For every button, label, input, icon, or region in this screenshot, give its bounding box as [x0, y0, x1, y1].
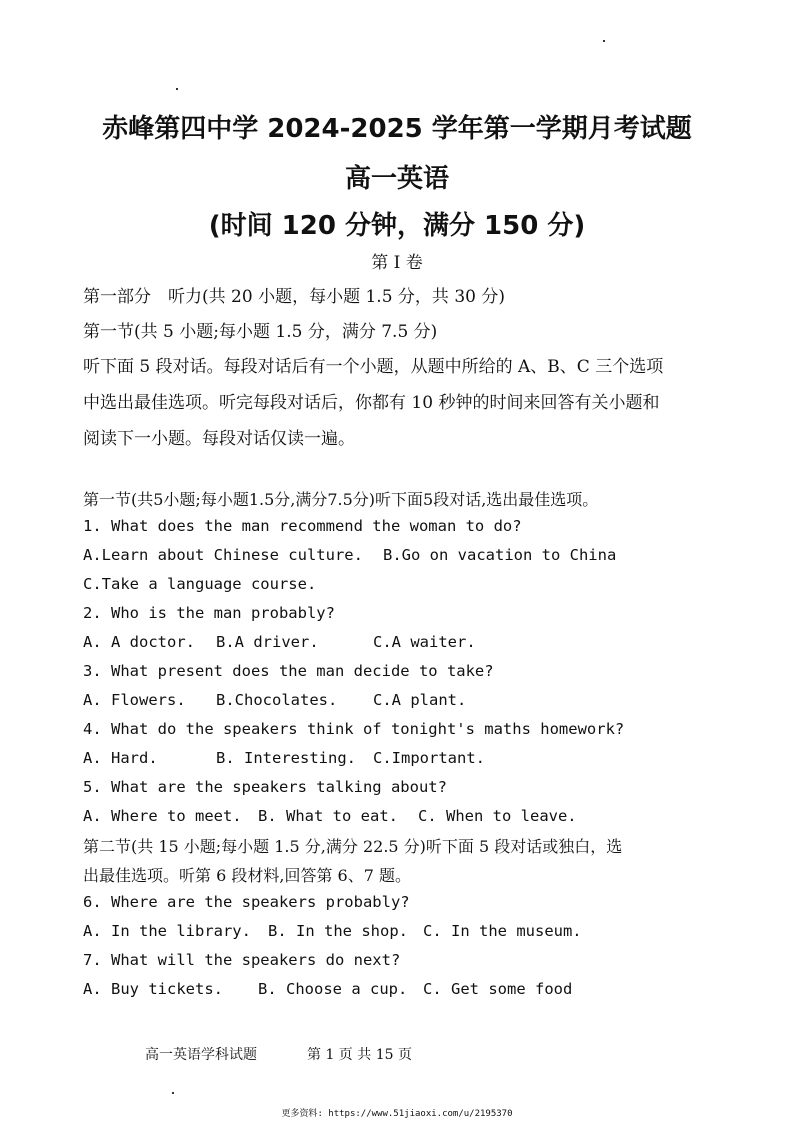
footer-subject: 高一英语学科试题	[145, 1047, 257, 1063]
exam-subject: 高一英语	[344, 164, 449, 194]
question-6-options	[83, 922, 582, 940]
question-5: 5. What are the speakers talking about?	[83, 778, 447, 796]
page-footer	[145, 1044, 412, 1064]
option-a: A. Hard.	[83, 749, 158, 767]
question-3: 3. What present does the man decide to take?	[83, 662, 494, 680]
footer-page-number: 第 1 页 共 15 页	[307, 1047, 412, 1063]
question-1: 1. What does the man recommend the woman to do?	[83, 517, 522, 535]
volume-label: 第 I 卷	[371, 253, 423, 273]
option-b: B. Choose a cup.	[258, 980, 408, 998]
option-b: B.Go on vacation to China	[383, 546, 617, 564]
scan-speck	[172, 1092, 174, 1094]
scan-speck	[603, 40, 605, 42]
source-link[interactable]: 更多资料: https://www.51jiaoxi.com/u/2195370	[281, 1109, 513, 1119]
question-2: 2. Who is the man probably?	[83, 604, 335, 622]
option-c: C.A waiter.	[373, 633, 476, 651]
option-c: C.A plant.	[373, 691, 467, 709]
option-b: B. Interesting.	[216, 749, 356, 767]
option-c: C. Get some food	[423, 980, 573, 998]
question-7-options	[83, 980, 572, 998]
question-7: 7. What will the speakers do next?	[83, 951, 401, 969]
instruction-line: 听下面 5 段对话。每段对话后有一个小题，从题中所给的 A、B、C 三个选项	[83, 357, 664, 377]
question-4-options	[83, 749, 485, 767]
question-5-options	[83, 807, 577, 825]
part1-heading: 第一部分 听力(共 20 小题，每小题 1.5 分，共 30 分)	[83, 287, 505, 307]
option-b: B. What to eat.	[258, 807, 398, 825]
option-a: A. Flowers.	[83, 691, 186, 709]
option-b: B.A driver.	[216, 633, 319, 651]
part1-section-heading: 第一节(共 5 小题;每小题 1.5 分，满分 7.5 分)	[83, 322, 438, 342]
option-c: C. When to leave.	[418, 807, 577, 825]
option-a: A. A doctor.	[83, 633, 195, 651]
option-c: C.Take a language course.	[83, 575, 317, 593]
question-6: 6. Where are the speakers probably?	[83, 893, 410, 911]
section1-heading: 第一节(共5小题;每小题1.5分,满分7.5分)听下面5段对话,选出最佳选项。	[83, 490, 599, 509]
instruction-line: 中选出最佳选项。听完每段对话后，你都有 10 秒钟的时间来回答有关小题和	[83, 393, 660, 413]
exam-time-score: (时间 120 分钟，满分 150 分)	[208, 211, 586, 241]
exam-title: 赤峰第四中学 2024-2025 学年第一学期月考试题	[102, 114, 692, 144]
section2-heading-line: 第二节(共 15 小题;每小题 1.5 分,满分 22.5 分)听下面 5 段对话或独白，选	[83, 837, 623, 856]
instruction-line: 阅读下一小题。每段对话仅读一遍。	[83, 429, 355, 449]
question-4: 4. What do the speakers think of tonight's maths homework?	[83, 720, 625, 738]
question-2-options	[83, 633, 476, 651]
option-a: A. In the library.	[83, 922, 251, 940]
option-c: C.Important.	[373, 749, 485, 767]
question-1-options	[83, 546, 616, 564]
option-a: A.Learn about Chinese culture.	[83, 546, 363, 564]
option-a: A. Buy tickets.	[83, 980, 223, 998]
option-a: A. Where to meet.	[83, 807, 242, 825]
option-c: C. In the museum.	[423, 922, 582, 940]
option-b: B.Chocolates.	[216, 691, 338, 709]
option-b: B. In the shop.	[268, 922, 408, 940]
question-3-options	[83, 691, 466, 709]
scan-speck	[176, 88, 178, 90]
section2-heading-line: 出最佳选项。听第 6 段材料,回答第 6、7 题。	[83, 866, 411, 885]
